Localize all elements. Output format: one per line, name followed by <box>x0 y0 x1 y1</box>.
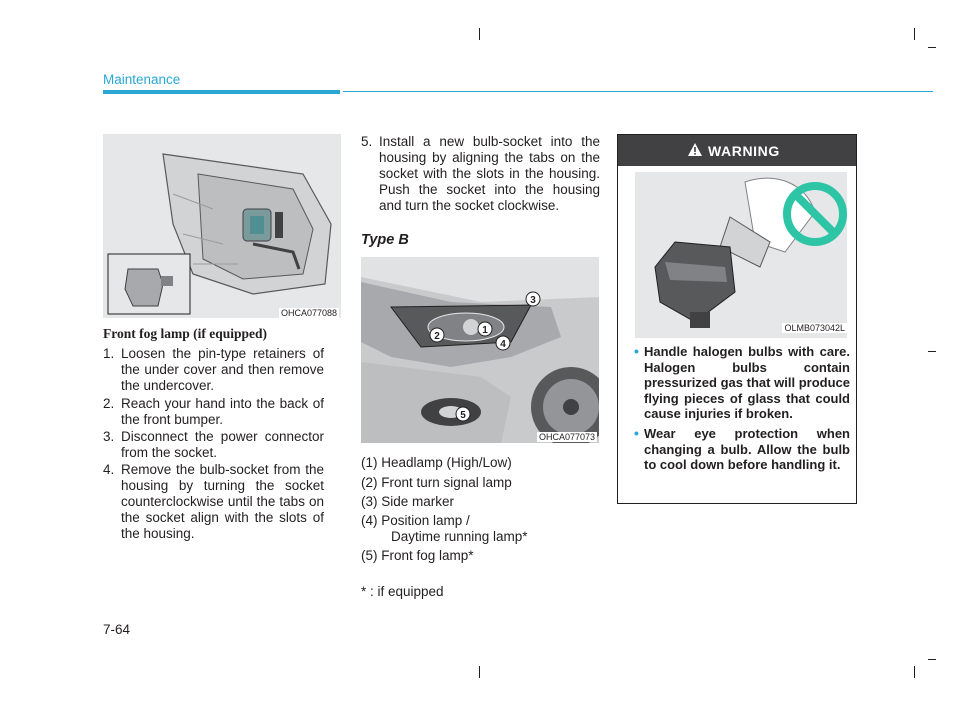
crop-mark <box>479 28 480 40</box>
warning-text: Wear eye protection when changing a bulb. Allow the bulb to cool down before handling it. <box>644 426 850 472</box>
bulb-figure <box>635 172 847 338</box>
legend-item: (1) Headlamp (High/Low) <box>361 455 512 470</box>
legend-item: Daytime running lamp* <box>391 529 528 544</box>
step-text: Reach your hand into the back of the front bumper. <box>121 396 324 427</box>
bullet-icon: • <box>634 343 639 359</box>
step-item <box>103 346 324 394</box>
step-number: 1. <box>103 346 115 361</box>
crop-mark <box>928 47 936 48</box>
legend-item: (2) Front turn signal lamp <box>361 475 512 490</box>
figure-code: OLMB073042L <box>784 323 845 333</box>
warning-text: Handle halogen bulbs with care. Halogen bulbs contain pressurized gas that will produce flying pieces of glass that could cause injuries if broken. <box>644 344 850 421</box>
step-item <box>103 396 324 428</box>
crop-mark <box>479 666 480 678</box>
legend-item: (4) Position lamp / <box>361 513 470 528</box>
warning-item <box>634 344 850 422</box>
crop-mark <box>914 666 915 678</box>
bullet-icon: • <box>634 425 639 441</box>
warning-title: WARNING <box>708 143 780 159</box>
halogen-bulb-illustration <box>635 172 847 338</box>
fog-lamp-illustration <box>103 134 341 318</box>
legend-item: (3) Side marker <box>361 494 455 509</box>
footnote: * : if equipped <box>361 584 444 599</box>
step-number: 5. <box>361 134 373 149</box>
step-text: Remove the bulb-socket from the housing by turning the socket counterclockwise until the tabs on the socket align with the slots of the housing. <box>121 462 324 541</box>
warning-box <box>617 134 857 504</box>
callout-2: 2 <box>434 331 440 342</box>
callout-5: 5 <box>460 410 466 421</box>
figure-code: OHCA077073 <box>538 432 595 442</box>
crop-mark <box>914 28 915 40</box>
step-item <box>103 462 324 542</box>
type-label: Type B <box>361 232 409 248</box>
callout-3: 3 <box>530 295 536 306</box>
step-text: Install a new bulb-socket into the housing by aligning the tabs on the socket with the slots in the housing. Push the socket into the housing and turn the socket clockwise. <box>379 134 600 213</box>
section-title: Maintenance <box>103 72 181 87</box>
step-number: 2. <box>103 396 115 411</box>
step-number: 4. <box>103 462 115 477</box>
step-item <box>103 429 324 461</box>
callout-4: 4 <box>500 339 506 350</box>
legend-item: (5) Front fog lamp* <box>361 548 474 563</box>
page-number: 7-64 <box>103 622 131 637</box>
step-text: Disconnect the power connector from the socket. <box>121 429 324 460</box>
header-rule <box>343 91 933 92</box>
section-rule <box>103 90 340 94</box>
figure-code: OHCA077088 <box>280 308 337 318</box>
subsection-heading: Front fog lamp (if equipped) <box>103 326 268 341</box>
headlamp-figure <box>361 257 599 443</box>
step-number: 3. <box>103 429 115 444</box>
warning-triangle-icon <box>688 143 702 157</box>
warning-header <box>618 135 856 166</box>
crop-mark <box>928 351 936 352</box>
step-item <box>361 134 600 214</box>
warning-item <box>634 426 850 473</box>
crop-mark <box>928 659 936 660</box>
fog-lamp-figure <box>103 134 341 318</box>
car-front-illustration <box>361 257 599 443</box>
callout-1: 1 <box>482 325 488 336</box>
step-text: Loosen the pin-type retainers of the under cover and then remove the undercover. <box>121 346 324 393</box>
